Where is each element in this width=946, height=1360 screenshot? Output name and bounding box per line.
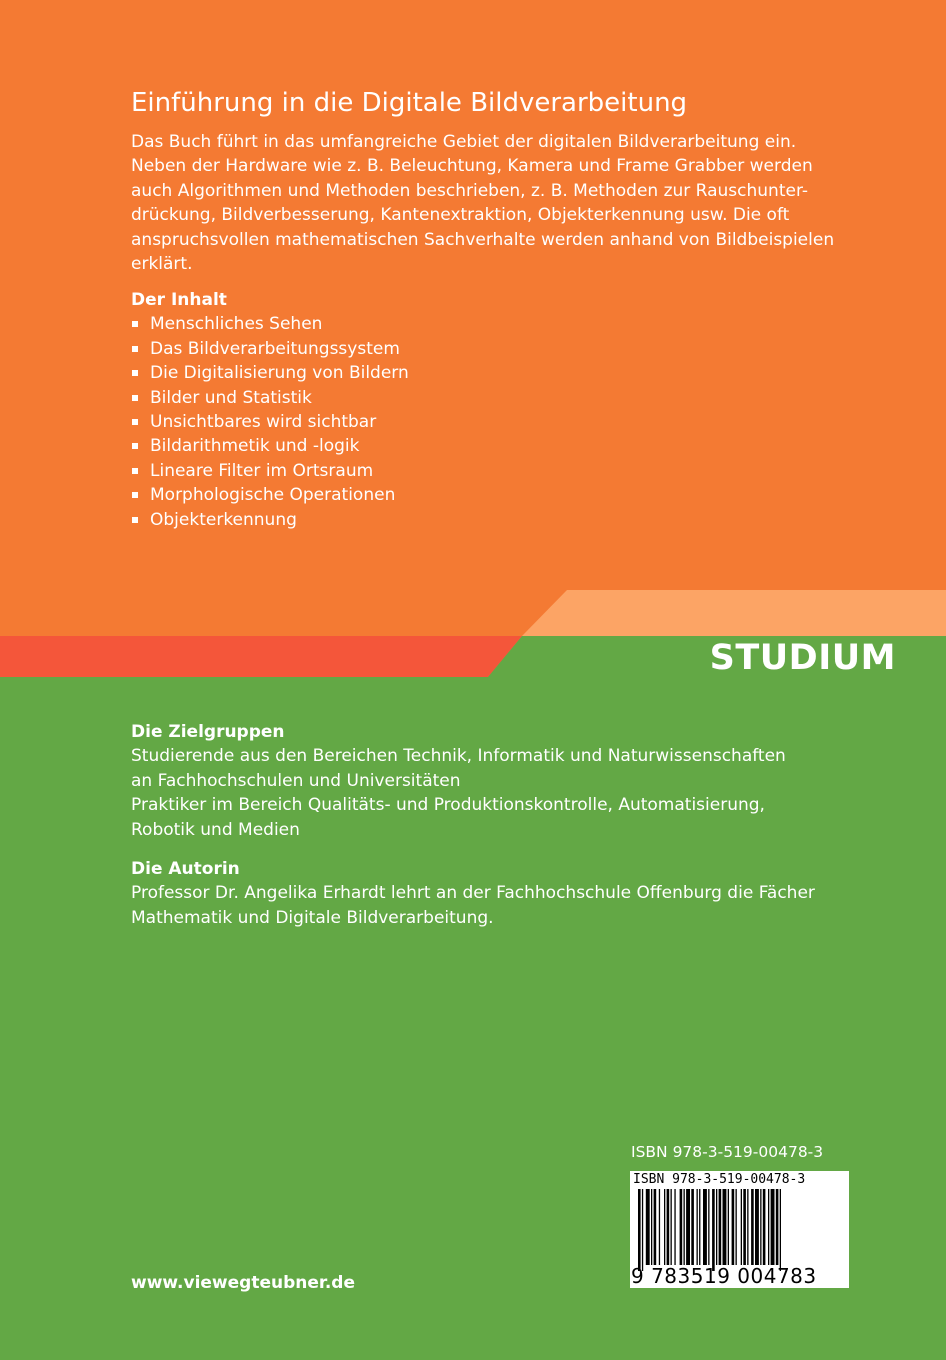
barcode-bar [638, 1189, 641, 1271]
list-item: Bilder und Statistik [131, 386, 409, 410]
barcode-bar [763, 1189, 766, 1265]
barcode-bar [768, 1189, 769, 1265]
contents-section [131, 288, 409, 532]
target-groups-line: Praktiker im Bereich Qualitäts- und Produktionskontrolle, Automatisierung, [131, 795, 765, 816]
barcode-digits: 9 783519 004783 [631, 1264, 817, 1288]
target-groups-line: an Fachhochschulen und Universitäten [131, 770, 461, 791]
band-light-orange [522, 590, 946, 636]
barcode-bar [699, 1189, 700, 1265]
band-red-orange [0, 636, 522, 677]
barcode-bar [732, 1189, 735, 1265]
barcode-bar [659, 1189, 660, 1265]
barcode-bar [743, 1189, 746, 1265]
barcode-bar [736, 1189, 737, 1265]
barcode-bar [642, 1189, 643, 1271]
barcode-bar [728, 1189, 729, 1265]
barcode-bar [723, 1189, 727, 1265]
barcode-bar [686, 1189, 690, 1265]
list-item: Morphologische Operationen [131, 483, 409, 507]
barcode-bar [780, 1189, 781, 1271]
barcode-bar [667, 1189, 670, 1265]
barcode-bar [651, 1189, 652, 1265]
barcode-bar [760, 1189, 761, 1265]
bullet-square-icon [132, 370, 138, 376]
bullet-square-icon [132, 517, 138, 523]
book-description [131, 130, 835, 276]
barcode-bar [741, 1189, 742, 1265]
bullet-square-icon [132, 321, 138, 327]
list-item: Menschliches Sehen [131, 312, 409, 336]
target-groups-line: Studierende aus den Bereichen Technik, Informatik und Naturwissenschaften [131, 746, 786, 767]
author-line: Mathematik und Digitale Bildverarbeitung. [131, 907, 494, 928]
author-line: Professor Dr. Angelika Erhardt lehrt an der Fachhochschule Offenburg die Fächer [131, 883, 815, 904]
description-line: Neben der Hardware wie z. B. Beleuchtung, Kamera und Frame Grabber werden [131, 156, 813, 177]
target-groups-section [131, 720, 786, 842]
barcode-bar [697, 1189, 698, 1265]
description-line: anspruchsvollen mathematischen Sachverhalte werden anhand von Bildbeispielen [131, 229, 835, 250]
barcode-bar [684, 1189, 685, 1265]
barcode-bar [671, 1189, 672, 1265]
bullet-square-icon [132, 346, 138, 352]
bullet-square-icon [132, 492, 138, 498]
list-item: Das Bildverarbeitungssystem [131, 337, 409, 361]
target-groups-line: Robotik und Medien [131, 819, 300, 840]
author-heading: Die Autorin [131, 859, 240, 879]
description-line: erklärt. [131, 254, 193, 275]
barcode-bar [716, 1189, 717, 1265]
barcode-bar [719, 1189, 722, 1265]
barcode-bar [654, 1189, 657, 1265]
barcode-bar [646, 1189, 650, 1265]
author-section [131, 857, 815, 930]
series-label: STUDIUM [709, 638, 896, 678]
list-item: Lineare Filter im Ortsraum [131, 459, 409, 483]
description-line: auch Algorithmen und Methoden beschrieben, z. B. Methoden zur Rauschunter- [131, 180, 808, 201]
barcode-bar [776, 1189, 779, 1265]
barcode-bar [747, 1189, 748, 1265]
isbn-label: ISBN 978-3-519-00478-3 [631, 1143, 824, 1161]
barcode-bar [712, 1189, 715, 1271]
barcode-isbn-text: ISBN 978-3-519-00478-3 [633, 1172, 806, 1187]
bullet-square-icon [132, 419, 138, 425]
contents-list [131, 312, 409, 532]
barcode-bar [751, 1189, 754, 1265]
contents-heading: Der Inhalt [131, 290, 227, 310]
list-item: Die Digitalisierung von Bildern [131, 361, 409, 385]
barcode [630, 1171, 849, 1288]
bullet-square-icon [132, 468, 138, 474]
book-title: Einführung in die Digitale Bildverarbeitung [131, 88, 688, 118]
description-line: drückung, Bildverbesserung, Kantenextraktion, Objekterkennung usw. Die oft [131, 205, 790, 226]
publisher-website[interactable]: www.viewegteubner.de [131, 1273, 356, 1293]
barcode-bar [674, 1189, 675, 1265]
bullet-square-icon [132, 395, 138, 401]
description-line: Das Buch führt in das umfangreiche Gebiet der digitalen Bildverarbeitung ein. [131, 132, 797, 152]
list-item: Unsichtbares wird sichtbar [131, 410, 409, 434]
bullet-square-icon [132, 443, 138, 449]
barcode-bar [755, 1189, 759, 1265]
barcode-bar [708, 1189, 709, 1265]
barcode-bar [664, 1189, 665, 1265]
list-item: Objekterkennung [131, 508, 409, 532]
list-item: Bildarithmetik und -logik [131, 434, 409, 458]
barcode-bar [771, 1189, 775, 1265]
barcode-bar [691, 1189, 694, 1265]
barcode-bar [703, 1189, 707, 1265]
target-groups-heading: Die Zielgruppen [131, 722, 285, 742]
barcode-bar [680, 1189, 683, 1265]
